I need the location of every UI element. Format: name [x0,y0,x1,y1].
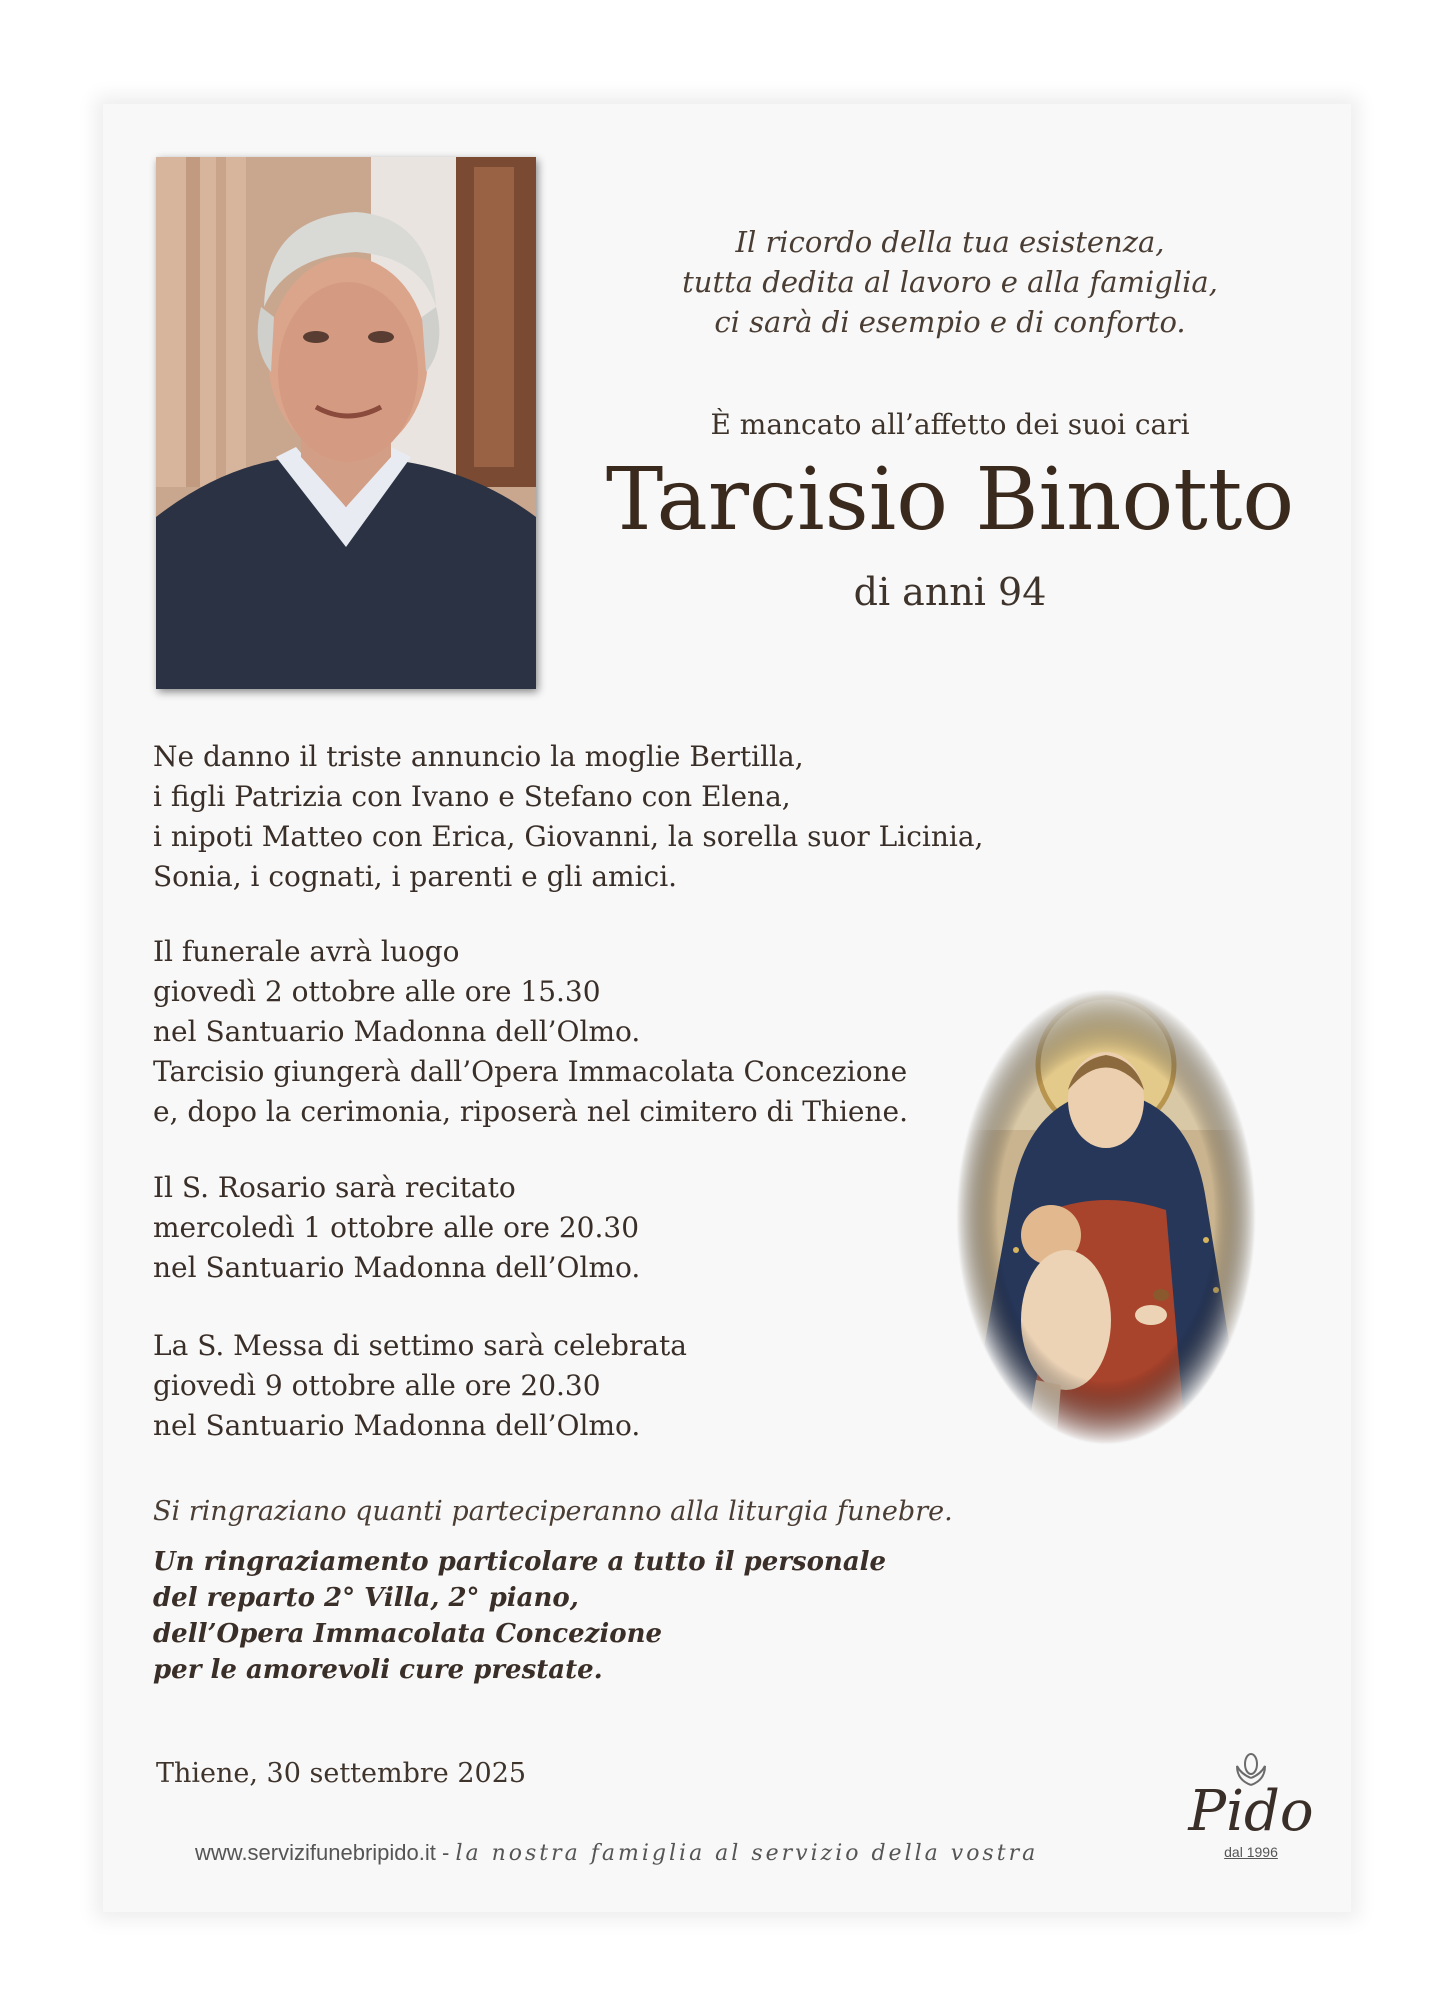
rosary-line: nel Santuario Madonna dell’Olmo. [153,1251,641,1284]
deceased-age: di anni 94 [853,570,1047,614]
memorial-quote [620,222,1280,342]
funeral-line: Il funerale avrà luogo [153,935,460,968]
announcement-line: i figli Patrizia con Ivano e Stefano con Elena, [153,780,791,813]
mass-line: giovedì 9 ottobre alle ore 20.30 [153,1369,601,1402]
madonna-and-child-image [956,990,1256,1445]
footer-tagline: la nostra famiglia al servizio della vostra [455,1841,1039,1866]
funeral-line: e, dopo la cerimonia, riposerà nel cimitero di Thiene. [153,1095,908,1128]
funeral-paragraph [153,932,908,1132]
rosary-line: mercoledì 1 ottobre alle ore 20.30 [153,1211,640,1244]
announcement-line: i nipoti Matteo con Erica, Giovanni, la sorella suor Licinia, [153,820,984,853]
special-thanks [153,1544,886,1688]
announcement-line: Sonia, i cognati, i parenti e gli amici. [153,860,678,893]
funeral-line: nel Santuario Madonna dell’Olmo. [153,1015,641,1048]
passing-intro: È mancato all’affetto dei suoi cari [710,408,1190,441]
funeral-line: giovedì 2 ottobre alle ore 15.30 [153,975,601,1008]
logo-brand: Pido [1188,1779,1314,1844]
announcement-paragraph [153,737,983,897]
general-thanks: Si ringraziano quanti parteciperanno alla liturgia funebre. [153,1496,953,1527]
footer-separator: - [435,1840,456,1865]
logo-since: dal 1996 [1224,1844,1278,1860]
special-thanks-line: del reparto 2° Villa, 2° piano, [153,1583,579,1613]
special-thanks-line: per le amorevoli cure prestate. [153,1655,603,1685]
quote-line: Il ricordo della tua esistenza, [735,225,1165,259]
quote-line: tutta dedita al lavoro e alla famiglia, [682,265,1218,299]
funeral-home-logo [1176,1752,1326,1872]
mass-line: nel Santuario Madonna dell’Olmo. [153,1409,641,1442]
funeral-line: Tarcisio giungerà dall’Opera Immacolata Concezione [153,1055,908,1088]
quote-line: ci sarà di esempio e di conforto. [714,305,1186,339]
mass-line: La S. Messa di settimo sarà celebrata [153,1329,687,1362]
rosary-line: Il S. Rosario sarà recitato [153,1171,516,1204]
announcement-line: Ne danno il triste annuncio la moglie Bertilla, [153,740,804,773]
website-link[interactable]: www.servizifunebripido.it [195,1840,436,1865]
place-and-date: Thiene, 30 settembre 2025 [156,1758,527,1789]
footer [195,1840,1038,1866]
deceased-name: Tarcisio Binotto [605,450,1295,550]
special-thanks-line: dell’Opera Immacolata Concezione [153,1619,663,1649]
deceased-portrait-photo [156,157,536,689]
mass-paragraph [153,1326,687,1446]
rosary-paragraph [153,1168,640,1288]
special-thanks-line: Un ringraziamento particolare a tutto il personale [153,1547,887,1577]
